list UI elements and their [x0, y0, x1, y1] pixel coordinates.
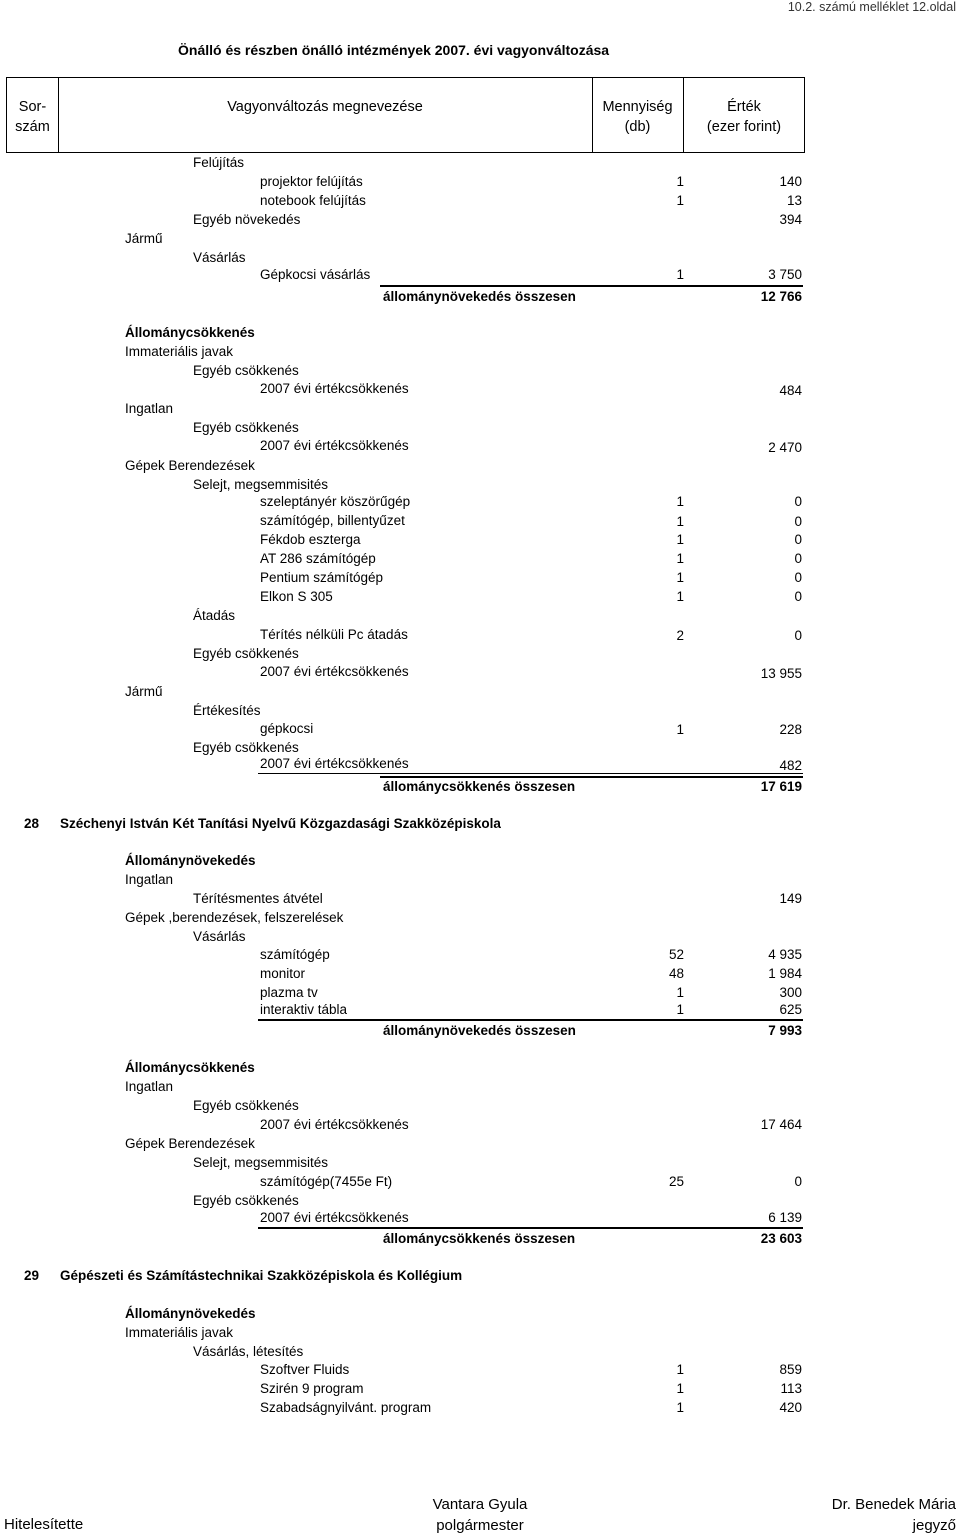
header-value: Érték (ezer forint): [706, 99, 782, 135]
category-label: Egyéb csökkenés: [193, 1193, 299, 1208]
item-value: 4 935: [768, 947, 802, 962]
item-quantity: 1: [676, 193, 684, 208]
asset-group-label: Jármű: [125, 684, 163, 699]
asset-group-label: Gépek Berendezések: [125, 1136, 255, 1151]
item-quantity: 1: [676, 1400, 684, 1415]
section-heading: Állománycsökkenés: [125, 325, 255, 340]
category-label: Egyéb csökkenés: [193, 646, 299, 661]
item-label: 2007 évi értékcsökkenés: [260, 438, 409, 453]
item-label: Elkon S 305: [260, 589, 333, 604]
category-label: Selejt, megsemmisités: [193, 1155, 329, 1170]
category-label: Értékesítés: [193, 703, 261, 718]
institution-number: 29: [24, 1268, 40, 1283]
asset-group-label: Ingatlan: [125, 872, 174, 887]
header-quantity: Mennyiség (db): [602, 99, 673, 135]
item-quantity: 1: [676, 985, 684, 1000]
item-label: AT 286 számítógép: [260, 551, 376, 566]
category-label: Vásárlás, létesítés: [193, 1344, 304, 1359]
item-value: 420: [779, 1400, 802, 1415]
category-label: Selejt, megsemmisités: [193, 477, 329, 492]
total-rule: [380, 285, 803, 287]
item-label: gépkocsi: [260, 721, 314, 736]
total-rule: [258, 1019, 803, 1021]
item-value: 1 984: [768, 966, 802, 981]
notary-title: jegyző: [912, 1517, 956, 1534]
category-label: Egyéb növekedés: [193, 212, 301, 227]
item-label: Pentium számítógép: [260, 570, 384, 585]
item-value: 0: [794, 514, 802, 529]
notary-name: Dr. Benedek Mária: [831, 1496, 956, 1513]
item-quantity: 52: [668, 947, 684, 962]
item-quantity: 1: [676, 551, 684, 566]
total-value: 7 993: [768, 1023, 802, 1038]
item-value: 140: [779, 174, 802, 189]
section-heading: Állománynövekedés: [125, 1306, 256, 1321]
category-label: Egyéb csökkenés: [193, 1098, 299, 1113]
item-label: projektor felújítás: [260, 174, 363, 189]
item-quantity: 1: [676, 570, 684, 585]
page-title: Önálló és részben önálló intézmények 2007. évi vagyonváltozása: [178, 42, 610, 58]
item-value: 149: [779, 891, 802, 906]
item-value: 13 955: [760, 666, 802, 681]
item-label: plazma tv: [260, 985, 318, 1000]
item-value: 228: [779, 722, 802, 737]
total-rule: [258, 1227, 803, 1229]
item-quantity: 1: [676, 1002, 684, 1017]
item-value: 482: [779, 758, 802, 773]
item-value: 3 750: [768, 267, 802, 282]
item-value: 394: [779, 212, 802, 227]
total-value: 17 619: [760, 779, 802, 794]
total-label: állománynövekedés összesen: [383, 1023, 576, 1038]
asset-group-label: Ingatlan: [125, 401, 174, 416]
item-quantity: 25: [668, 1174, 684, 1189]
item-label: notebook felújítás: [260, 193, 366, 208]
item-value: 0: [794, 589, 802, 604]
asset-group-label: Immateriális javak: [125, 344, 234, 359]
mayor-title: polgármester: [436, 1517, 524, 1534]
asset-group-label: Jármű: [125, 231, 163, 246]
total-value: 12 766: [760, 289, 802, 304]
total-label: állománynövekedés összesen: [383, 289, 576, 304]
item-value: 0: [794, 532, 802, 547]
item-quantity: 1: [676, 1362, 684, 1377]
item-label: monitor: [260, 966, 306, 981]
item-label: 2007 évi értékcsökkenés: [260, 381, 409, 396]
item-quantity: 1: [676, 174, 684, 189]
item-label: számítógép, billentyűzet: [260, 513, 405, 528]
page-reference: 10.2. számú melléklet 12.oldal: [787, 0, 956, 14]
item-label: Szoftver Fluids: [260, 1362, 350, 1377]
item-value: 13: [786, 193, 802, 208]
item-quantity: 1: [676, 514, 684, 529]
item-value: 0: [794, 494, 802, 509]
item-value: 0: [794, 570, 802, 585]
institution-name: Gépészeti és Számítástechnikai Szakközépiskola és Kollégium: [60, 1268, 463, 1283]
item-label: szeleptányér köszörűgép: [260, 494, 411, 509]
item-label: Térítés nélküli Pc átadás: [260, 627, 408, 642]
item-value: 859: [779, 1362, 802, 1377]
total-value: 23 603: [760, 1231, 802, 1246]
asset-group-label: Gépek Berendezések: [125, 458, 255, 473]
section-heading: Állománynövekedés: [125, 853, 256, 868]
item-label: 2007 évi értékcsökkenés: [260, 664, 409, 679]
item-quantity: 1: [676, 722, 684, 737]
item-label: Szabadságnyilvánt. program: [260, 1400, 432, 1415]
mayor-name: Vantara Gyula: [432, 1496, 528, 1513]
item-quantity: 48: [668, 966, 684, 981]
item-label: Fékdob eszterga: [260, 532, 361, 547]
total-rule: [380, 776, 803, 778]
item-value: 0: [794, 1174, 802, 1189]
institution-number: 28: [24, 816, 40, 831]
item-quantity: 1: [676, 494, 684, 509]
category-label: Egyéb csökkenés: [193, 363, 299, 378]
item-label: számítógép(7455e Ft): [260, 1174, 393, 1189]
item-label: 2007 évi értékcsökkenés: [260, 756, 409, 771]
item-value: 0: [794, 628, 802, 643]
asset-group-label: Immateriális javak: [125, 1325, 234, 1340]
item-label: számítógép: [260, 947, 330, 962]
item-quantity: 1: [676, 1381, 684, 1396]
category-label: Térítésmentes átvétel: [193, 891, 323, 906]
table-header: [6, 77, 805, 153]
category-label: Vásárlás: [193, 929, 246, 944]
header-row-number: Sor- szám: [15, 99, 50, 135]
category-label: Felújítás: [193, 155, 245, 170]
certified-label: Hitelesítette: [4, 1516, 84, 1533]
item-label: interaktiv tábla: [260, 1002, 348, 1017]
item-quantity: 1: [676, 589, 684, 604]
item-quantity: 2: [676, 628, 684, 643]
header-description: Vagyonváltozás megnevezése: [227, 99, 423, 115]
category-label: Egyéb csökkenés: [193, 420, 299, 435]
institution-name: Széchenyi István Két Tanítási Nyelvű Közgazdasági Szakközépiskola: [60, 816, 501, 831]
item-value: 6 139: [768, 1210, 802, 1225]
item-label: 2007 évi értékcsökkenés: [260, 1210, 409, 1225]
asset-group-label: Ingatlan: [125, 1079, 174, 1094]
item-value: 484: [779, 383, 802, 398]
category-label: Vásárlás: [193, 250, 246, 265]
item-value: 300: [779, 985, 802, 1000]
total-label: állománycsökkenés összesen: [383, 779, 576, 794]
item-value: 113: [780, 1381, 802, 1396]
item-label: Gépkocsi vásárlás: [260, 267, 371, 282]
total-label: állománycsökkenés összesen: [383, 1231, 576, 1246]
asset-group-label: Gépek ,berendezések, felszerelések: [125, 910, 344, 925]
item-value: 625: [779, 1002, 802, 1017]
category-label: Egyéb csökkenés: [193, 740, 299, 755]
item-label: 2007 évi értékcsökkenés: [260, 1117, 409, 1132]
item-label: Szirén 9 program: [260, 1381, 364, 1396]
item-value: 17 464: [760, 1117, 802, 1132]
item-quantity: 1: [676, 532, 684, 547]
item-quantity: 1: [676, 267, 684, 282]
item-value: 0: [794, 551, 802, 566]
item-value: 2 470: [768, 440, 802, 455]
section-heading: Állománycsökkenés: [125, 1060, 255, 1075]
category-label: Átadás: [193, 608, 236, 623]
